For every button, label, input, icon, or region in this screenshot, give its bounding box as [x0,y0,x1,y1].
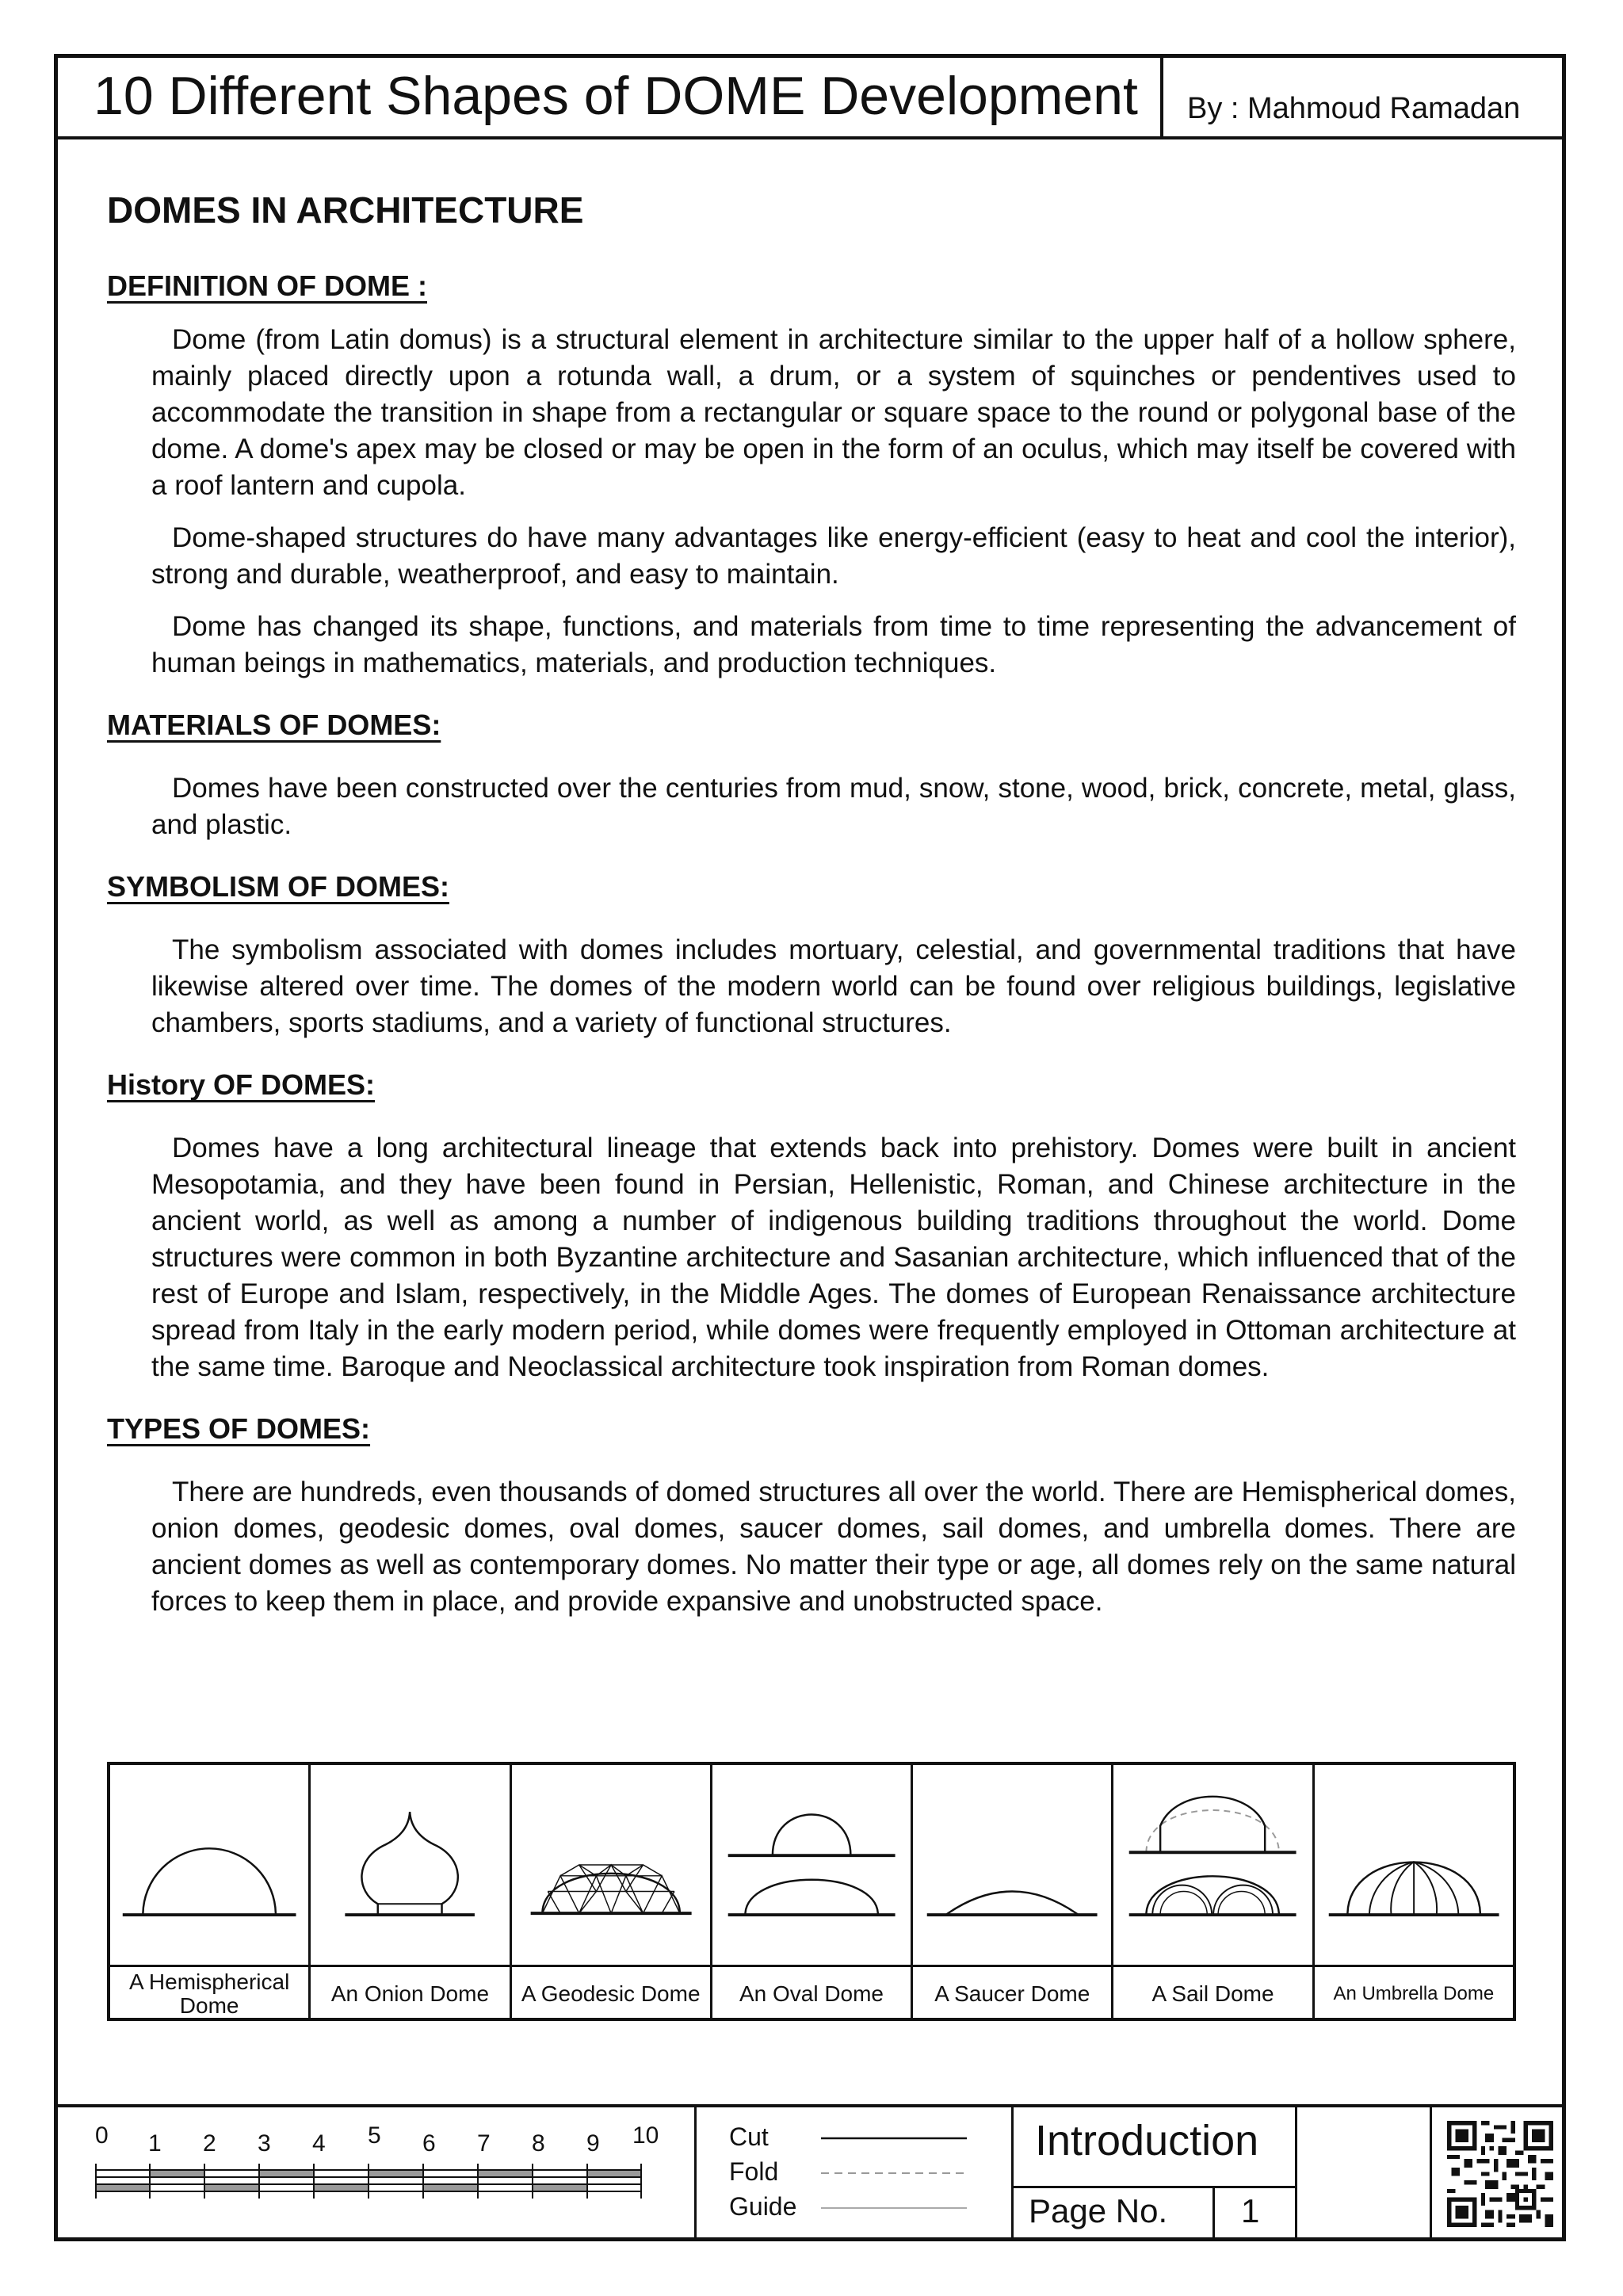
section-materials [107,709,1516,843]
author-credit: By : Mahmoud Ramadan [1187,92,1521,125]
info-divider [1011,2186,1295,2188]
qr-code-icon[interactable] [1447,2118,1553,2230]
dome-label: An Onion Dome [311,1965,509,2021]
footer-divider [54,2104,1566,2107]
paragraph: The symbolism associated with domes includes mortuary, celestial, and governmental traditions that have likewise altered over time. The domes of the modern world can be found over religious buildings, legislative chambers, sports stadiums, and a variety of functional structures. [151,934,1516,1038]
section-definition [107,269,1516,682]
dome-label: An Oval Dome [712,1965,911,2021]
scale-tick-label: 6 [422,2130,436,2157]
dome-label: A Saucer Dome [913,1965,1111,2021]
main-heading: DOMES IN ARCHITECTURE [107,189,584,231]
legend-cut-label: Cut [729,2122,769,2151]
sheet-title: Introduction [1035,2117,1259,2164]
dome-label: A Hemispherical Dome [110,1965,308,2021]
legend-fold-label: Fold [729,2157,779,2186]
page-label: Page No. [1029,2192,1168,2229]
section-symbolism [107,870,1516,1041]
title-divider [1160,54,1163,136]
main-content [107,189,1516,1647]
scale-tick-label: 3 [258,2130,271,2157]
footer-separator [694,2106,697,2241]
scale-tick-label: 0 [95,2122,109,2149]
saucer-dome-icon [913,1765,1111,1967]
dome-cell-sail [1113,1765,1314,2018]
section-heading: MATERIALS OF DOMES: [107,709,441,741]
footer-separator [1011,2106,1014,2241]
dome-cell-onion [311,1765,511,2018]
title-block [54,54,1566,139]
dome-cell-oval [712,1765,913,2018]
paragraph: Dome (from Latin domus) is a structural element in architecture similar to the upper half of a hollow sphere, mainly placed directly upon a rotunda wall, a drum, or a system of squinches or pendentives used to accommodate the transition in shape from a rectangular or square space to the round or polygonal base of the dome. A dome's apex may be closed or may be open in the form of an oculus, which may itself be covered with a roof lantern and cupola. [151,324,1516,501]
section-heading: TYPES OF DOMES: [107,1412,371,1445]
umbrella-dome-icon [1315,1765,1513,1967]
dome-label: A Sail Dome [1113,1965,1312,2021]
scale-tick-label: 4 [312,2130,326,2157]
dome-cell-geodesic [512,1765,712,2018]
legend-guide-label: Guide [729,2192,797,2221]
scale-ruler [95,2164,650,2200]
paragraph: Domes have been constructed over the centuries from mud, snow, stone, wood, brick, concrete, metal, glass, and plastic. [151,773,1516,840]
scale-tick-label: 1 [148,2130,162,2157]
section-heading: DEFINITION OF DOME : [107,269,427,302]
sail-dome-icon [1113,1765,1312,1967]
paragraph: Dome has changed its shape, functions, and materials from time to time representing the advancement of human beings in mathematics, materials, and production techniques. [151,611,1516,678]
section-types [107,1412,1516,1620]
oval-dome-icon [712,1765,911,1967]
section-heading: History OF DOMES: [107,1068,376,1101]
page-title: 10 Different Shapes of DOME Development [94,66,1138,126]
legend-lines [819,2124,970,2219]
section-history [107,1068,1516,1385]
section-heading: SYMBOLISM OF DOMES: [107,870,449,903]
geodesic-dome-icon [512,1765,710,1967]
paragraph: Dome-shaped structures do have many advantages like energy-efficient (easy to heat and cool the interior), strong and durable, weatherproof, and easy to maintain. [151,522,1516,590]
dome-label: An Umbrella Dome [1315,1965,1513,2021]
scale-tick-label: 7 [477,2130,491,2157]
dome-cell-saucer [913,1765,1113,2018]
dome-types-table [107,1762,1516,2021]
paragraph: There are hundreds, even thousands of domed structures all over the world. There are Hemispherical domes, onion domes, geodesic domes, oval domes, saucer domes, sail domes, and umbrella domes. There are ancient domes as well as contemporary domes. No matter their type or age, all domes rely on the same natural forces to keep them in place, and provide expansive and unobstructed space. [151,1477,1516,1617]
scale-tick-label: 8 [532,2130,545,2157]
hemispherical-dome-icon [110,1765,308,1967]
scale-tick-label: 2 [203,2130,216,2157]
scale-tick-label: 5 [368,2122,381,2149]
dome-label: A Geodesic Dome [512,1965,710,2021]
dome-cell-hemispherical [110,1765,311,2018]
info-divider [1212,2186,1215,2241]
onion-dome-icon [311,1765,509,1967]
scale-tick-label: 9 [586,2130,600,2157]
scale-tick-label: 10 [632,2122,659,2149]
footer-separator [1295,2106,1297,2241]
page-number: 1 [1241,2192,1260,2229]
footer-separator [1430,2106,1432,2241]
paragraph: Domes have a long architectural lineage that extends back into prehistory. Domes were built in ancient Mesopotamia, and they have been found in Persian, Hellenistic, Roman, and Chinese architecture in the ancient world, as well as among a number of indigenous building traditions throughout the world. Dome structures were common in both Byzantine architecture and Sasanian architecture, which influenced that of the rest of Europe and Islam, respectively, in the Middle Ages. The domes of European Renaissance architecture spread from Italy in the early modern period, while domes were frequently employed in Ottoman architecture at the same time. Baroque and Neoclassical architecture took inspiration from Roman domes. [151,1133,1516,1382]
dome-cell-umbrella [1315,1765,1513,2018]
